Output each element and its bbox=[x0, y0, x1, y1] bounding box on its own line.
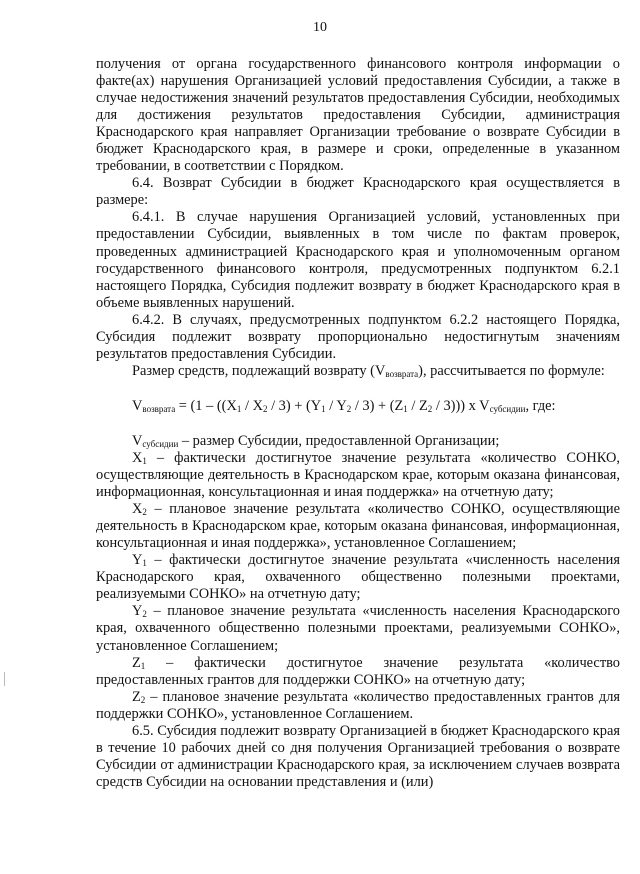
paragraph-6-5: 6.5. Субсидия подлежит возврату Организацией в бюджет Краснодарского края в течение 10 рабочих дней со дня получения Организацией требования о возврате Субсидии от администрации Краснодарского края, за исключением случаев возврата средств Субсидии на основании представления и (или) bbox=[96, 722, 620, 790]
definition-y1: $Y_1$ – фактически достигнутое значение результата «численность населения Краснодарского края, охваченного общественно полезными проектами, реализуемыми СОНКО» на отчетную дату; bbox=[96, 552, 620, 603]
paragraph-6-4: 6.4. Возврат Субсидии в бюджет Краснодарского края осуществляется в размере: bbox=[96, 175, 620, 209]
page-number: 10 bbox=[313, 20, 327, 35]
paragraph-6-4-2: 6.4.2. В случаях, предусмотренных подпунктом 6.2.2 настоящего Порядка, Субсидия подлежит возврату пропорционально недостигнутым значениям результатов предоставления Субсидии. bbox=[96, 311, 620, 362]
definition-z2: $Z_2$ – плановое значение результата «количество предоставленных грантов для поддержки СОНКО», установленное Соглашением. bbox=[96, 688, 620, 722]
paragraph-continuation: получения от органа государственного финансового контроля информации о факте(ах) нарушения Организацией условий предоставления Субсидии, а также в случае недостижения значений результатов предоставления Субсидии, необходимых для достижения результатов предоставления Субсидии, администрация Краснодарского края направляет Организации требование о возврате Субсидии в бюджет Краснодарского края, в размере и сроки, определенные в указанном требовании, в соответствии с Порядком. bbox=[96, 56, 620, 175]
definition-x1: $X_1$ – фактически достигнутое значение результата «количество СОНКО, осуществляющие деятельность в Краснодарском крае, которым оказана финансовая, информационная, консультационная и иная поддержка» на отчетную дату; bbox=[96, 449, 620, 501]
document-body bbox=[96, 56, 620, 791]
definition-z1: $Z_1$ – фактически достигнутое значение результата «количество предоставленных грантов для поддержки СОНКО» на отчетную дату; bbox=[96, 654, 620, 688]
definition-x2: $X_2$ – плановое значение результата «количество СОНКО, осуществляющие деятельность в Краснодарском крае, которым оказана финансовая, информационная, консультационная и иная поддержка», установленное Соглашением; bbox=[96, 501, 620, 552]
definition-v-subsidy: $V_{субсидии}$ – размер Субсидии, предоставленной Организации; bbox=[132, 432, 500, 449]
scan-margin-mark bbox=[4, 672, 5, 686]
formula: $V_{возврата} = (1 - ((X_1 / X_2 / 3) + (Y_1 / Y_2 / 3) + (Z_1 / Z_2 / 3)))$ x $V_{субсидии}$, где: bbox=[132, 397, 556, 414]
paragraph-6-4-1: 6.4.1. В случае нарушения Организацией условий, установленных при предоставлении Субсидии, выявленных в том числе по фактам проверок, проведенных администрацией Краснодарского края и уполномоченным органом государственного финансового контроля, предусмотренных подпунктом 6.2.1 настоящего Порядка, Субсидия подлежит возврату в бюджет Краснодарского края в объеме выявленных нарушений. bbox=[96, 209, 620, 311]
definition-y2: $Y_2$ – плановое значение результата «численность населения Краснодарского края, охваченного общественно полезными проектами, реализуемыми СОНКО», установленное Соглашением; bbox=[96, 603, 620, 654]
paragraph-formula-intro: Размер средств, подлежащий возврату $(V_{возврата})$, рассчитывается по формуле: bbox=[132, 362, 605, 379]
